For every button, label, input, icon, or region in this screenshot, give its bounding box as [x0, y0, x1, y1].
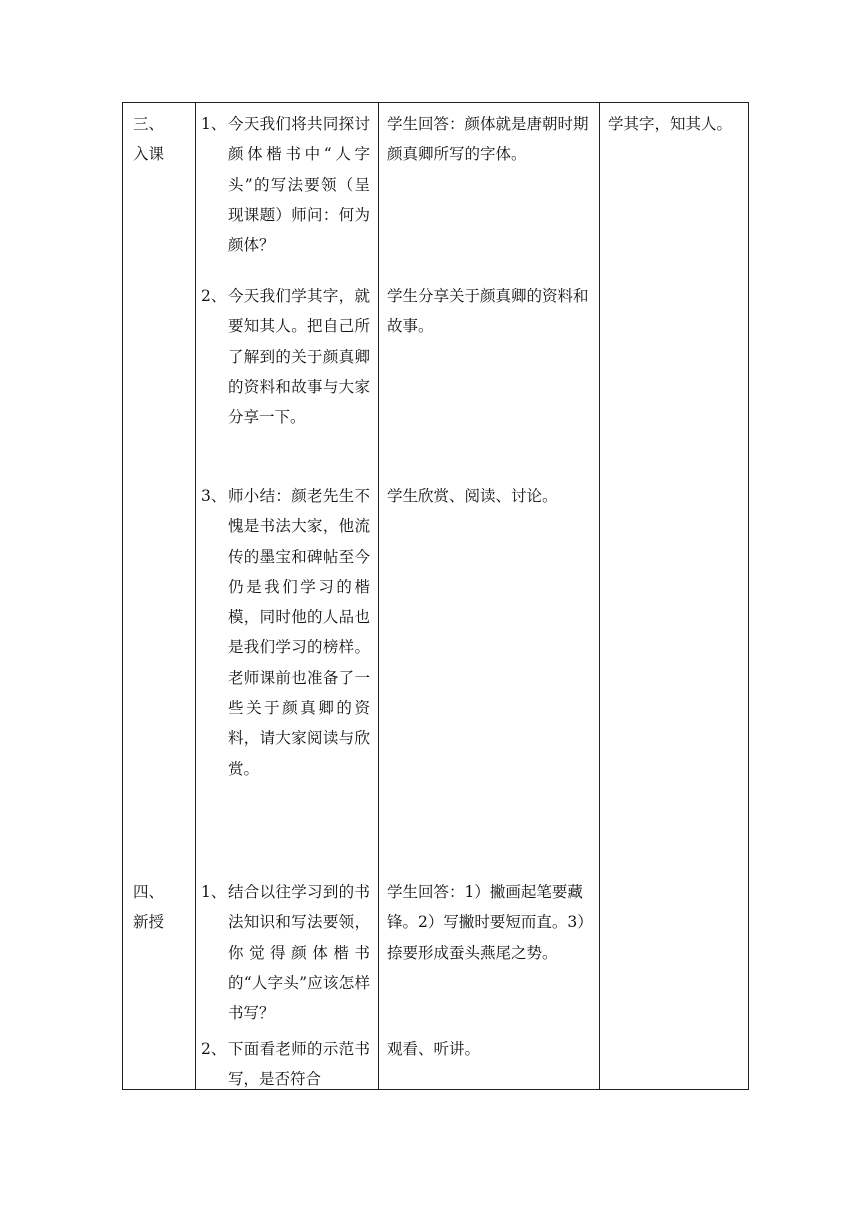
- step-number: 3、: [201, 487, 227, 505]
- section-label: 四、 新授: [133, 883, 165, 932]
- step-text: 结合以往学习到的书法知识和写法要领，你觉得颜体楷书的“人字头”应该怎样书写？: [228, 883, 370, 1023]
- column-divider: [599, 103, 600, 1089]
- design-note: 学其字，知其人。: [608, 115, 733, 133]
- column-divider: [378, 103, 379, 1089]
- step-number: 2、: [201, 1040, 227, 1058]
- step-text: 下面看老师的示范书写，是否符合: [228, 1040, 370, 1089]
- student-activity: 学生回答：颜体就是唐朝时期颜真卿所写的字体。: [387, 115, 589, 164]
- step-text: 今天我们将共同探讨颜体楷书中“人字头”的写法要领（呈现课题）师问：何为颜体？: [228, 115, 370, 255]
- student-activity: 学生回答：1）撇画起笔要藏锋。2）写撇时要短而直。3）捺要形成蚕头燕尾之势。: [387, 883, 593, 962]
- step-number: 1、: [201, 115, 227, 133]
- student-activity: 观看、听讲。: [387, 1040, 481, 1058]
- step-text: 师小结：颜老先生不愧是书法大家，他流传的墨宝和碑帖至今仍是我们学习的楷模，同时他的人品也是我们学习的榜样。老师课前也准备了一些关于颜真卿的资料，请大家阅读与欣赏。: [228, 487, 370, 778]
- student-activity: 学生欣赏、阅读、讨论。: [387, 487, 558, 505]
- step-number: 1、: [201, 883, 227, 901]
- column-divider: [195, 103, 196, 1089]
- step-text: 今天我们学其字，就要知其人。把自己所了解到的关于颜真卿的资料和故事与大家分享一下。: [228, 287, 370, 427]
- lesson-plan-table: [122, 102, 749, 1090]
- step-number: 2、: [201, 287, 227, 305]
- student-activity: 学生分享关于颜真卿的资料和故事。: [387, 287, 589, 336]
- section-label: 三、 入课: [133, 115, 165, 164]
